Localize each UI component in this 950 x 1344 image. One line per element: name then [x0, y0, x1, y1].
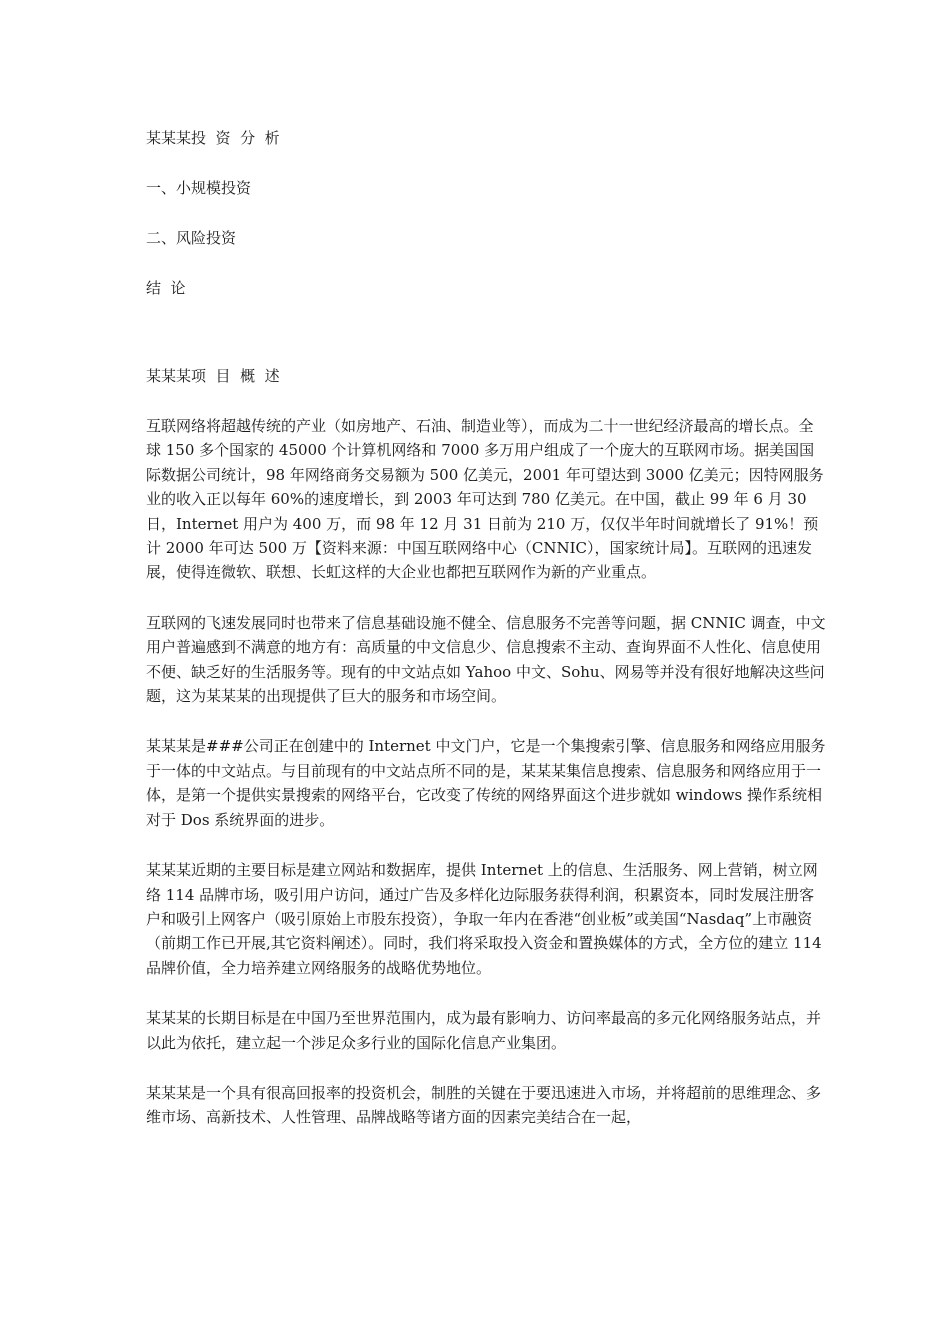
- toc-item-conclusion: 结 论: [146, 279, 186, 297]
- investment-analysis-title: 某某某投 资 分 析: [146, 129, 280, 147]
- toc-item-venture-investment: 二、风险投资: [146, 229, 237, 247]
- paragraph-internet-growth: 互联网络将超越传统的产业（如房地产、石油、制造业等），而成为二十一世纪经济最高的增长点。全球 150 多个国家的 45000 个计算机网络和 7000 多万用户组成了一个庞大的互联网市场。据美国国际数据公司统计，98 年网络商务交易额为 500 亿美元，2001 年可望达到 3000 亿美元；因特网服务业的收入正以每年 60%的速度增长，到 2003 年可达到 780 亿美元。在中国，截止 99 年 6 月 30 日，Internet 用户为 400 万，而 98 年 12 月 31 日前为 210 万，仅仅半年时间就增长了 91%！预计 2000 年可达 500 万【资料来源：中国互联网络中心（CNNIC），国家统计局】。互联网的迅速发展，使得连微软、联想、长虹这样的大企业也都把互联网作为新的产业重点。: [146, 417, 824, 582]
- paragraph-investment-opportunity: 某某某是一个具有很高回报率的投资机会，制胜的关键在于要迅速进入市场，并将超前的思维理念、多维市场、高新技术、人性管理、品牌战略等诸方面的因素完美结合在一起，: [146, 1083, 822, 1127]
- toc-item-small-scale-investment: 一、小规模投资: [146, 179, 252, 197]
- paragraph-short-term-goals: 某某某近期的主要目标是建立网站和数据库，提供 Internet 上的信息、生活服务、网上营销，树立网络 114 品牌市场，吸引用户访问，通过广告及多样化边际服务获得利润，积累资本，同时发展注册客户和吸引上网客户（吸引原始上市股东投资），争取一年内在香港“创业板”或美国“Nasdaq”上市融资（前期工作已开展,其它资料阐述）。同时，我们将采取投入资金和置换媒体的方式，全方位的建立 114 品牌价值，全力培养建立网络服务的战略优势地位。: [146, 861, 822, 977]
- project-overview-title: 某某某项 目 概 述: [146, 367, 280, 385]
- paragraph-portal-intro: 某某某是###公司正在创建中的 Internet 中文门户，它是一个集搜索引擎、信息服务和网络应用服务于一体的中文站点。与目前现有的中文站点所不同的是，某某某集信息搜索、信息服务和网络应用于一体，是第一个提供实景搜索的网络平台，它改变了传统的网络界面这个进步就如 windows 操作系统相对于 Dos 系统界面的进步。: [146, 737, 826, 829]
- document-page: [146, 126, 826, 1156]
- paragraph-market-gap: 互联网的飞速发展同时也带来了信息基础设施不健全、信息服务不完善等问题，据 CNNIC 调查，中文用户普遍感到不满意的地方有：高质量的中文信息少、信息搜索不主动、查询界面不人性化、信息使用不便、缺乏好的生活服务等。现有的中文站点如 Yahoo 中文、Sohu、网易等并没有很好地解决这些问题，这为某某某的出现提供了巨大的服务和市场空间。: [146, 613, 826, 706]
- paragraph-long-term-goals: 某某某的长期目标是在中国乃至世界范围内，成为最有影响力、访问率最高的多元化网络服务站点，并以此为依托，建立起一个涉足众多行业的国际化信息产业集团。: [146, 1009, 822, 1052]
